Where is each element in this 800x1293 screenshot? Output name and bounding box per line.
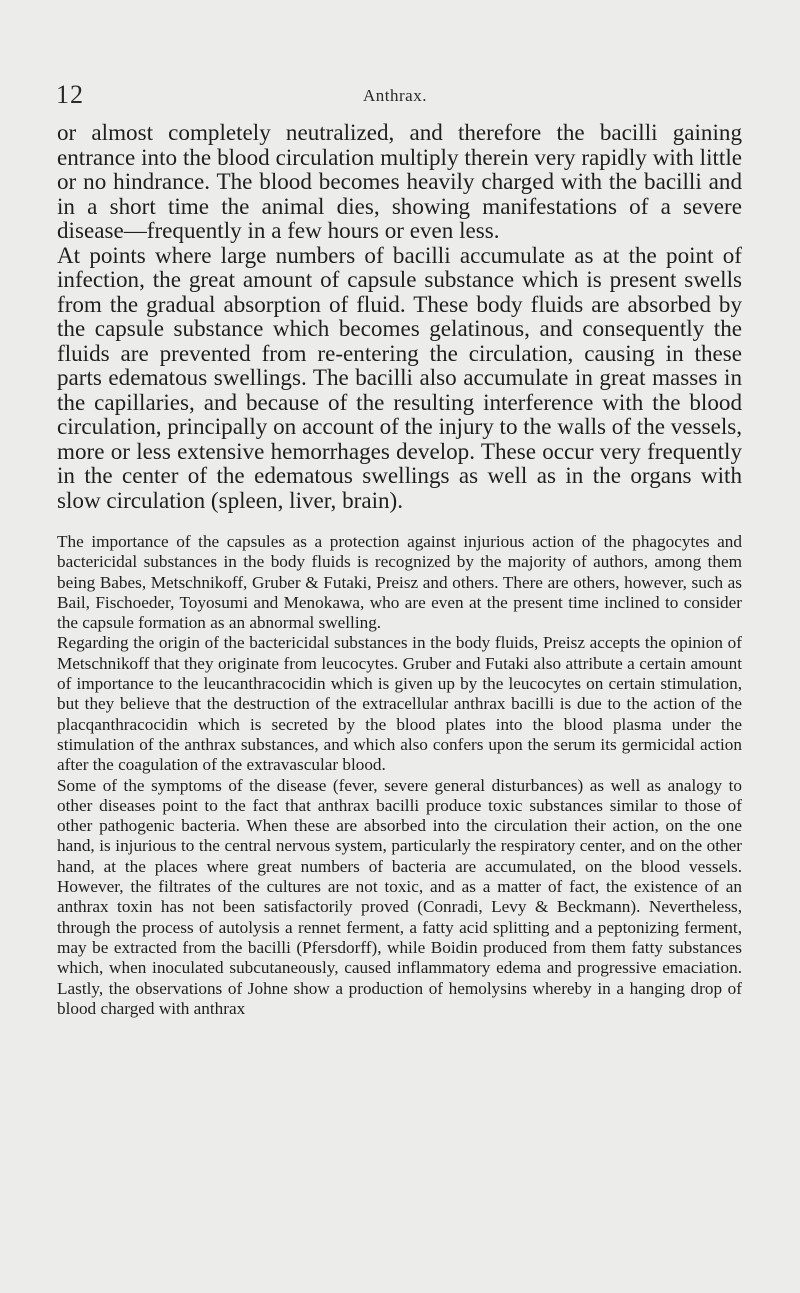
page-header [56, 80, 740, 110]
small-paragraph-2: Regarding the origin of the bactericidal substances in the body fluids, Preisz accepts the opinion of Metschnikoff that they originate from leucocytes. Gruber and Futaki also attribute a certain amount of importance to the leucanthracocidin which is given up by the leucocytes on certain stimulation, but they believe that the destruction of the extracellular anthrax bacilli is due to the action of the placqanthracocidin which is secreted by the blood plates into the blood plasma under the stimulation of the anthrax substances, and which also confers upon the serum its germicidal action after the coagulation of the extravascular blood. [57, 633, 742, 775]
paragraph-1: or almost completely neutralized, and therefore the bacilli gaining entrance into the blood circulation multiply therein very rapidly with little or no hindrance. The blood becomes heavily charged with the bacilli and in a short time the animal dies, showing manifestations of a severe disease—frequently in a few hours or even less. [57, 119, 742, 243]
small-paragraph-1: The importance of the capsules as a protection against injurious action of the phagocytes and bactericidal substances in the body fluids is recognized by the majority of authors, among them being Babes, Metschnikoff, Gruber & Futaki, Preisz and others. There are others, however, such as Bail, Fischoeder, Toyosumi and Menokawa, who are even at the present time inclined to consider the capsule formation as an abnormal swelling. [57, 532, 742, 633]
main-text [57, 120, 742, 512]
page-number: 12 [56, 80, 84, 109]
page-body [57, 120, 742, 1019]
running-head: Anthrax. [363, 86, 427, 105]
small-print-text [57, 532, 742, 1019]
small-paragraph-3: Some of the symptoms of the disease (fever, severe general disturbances) as well as analogy to other diseases point to the fact that anthrax bacilli produce toxic substances similar to those of other pathogenic bacteria. When these are absorbed into the circulation their action, on the one hand, is injurious to the central nervous system, particularly the respiratory center, and on the other hand, at the places where great numbers of bacteria are accumulated, on the blood vessels. However, the filtrates of the cultures are not toxic, and as a matter of fact, the existence of an anthrax toxin has not been satisfactorily proved (Conradi, Levy & Beckmann). Nevertheless, through the process of autolysis a rennet ferment, a fatty acid splitting and a peptonizing ferment, may be extracted from the bacilli (Pfersdorff), while Boidin produced from them fatty substances which, when inoculated subcutaneously, caused inflammatory edema and progressive emaciation. Lastly, the observations of Johne show a production of hemolysins whereby in a hanging drop of blood charged with anthrax [57, 775, 742, 1018]
paragraph-2: At points where large numbers of bacilli accumulate as at the point of infection, the great amount of capsule substance which is present swells from the gradual absorption of fluid. These body fluids are absorbed by the capsule substance which becomes gelatinous, and consequently the fluids are prevented from re-entering the circulation, causing in these parts edematous swellings. The bacilli also accumulate in great masses in the capillaries, and because of the resulting interference with the blood circulation, principally on account of the injury to the walls of the vessels, more or less extensive hemorrhages develop. These occur very frequently in the center of the edematous swellings as well as in the organs with slow circulation (spleen, liver, brain). [57, 241, 742, 513]
